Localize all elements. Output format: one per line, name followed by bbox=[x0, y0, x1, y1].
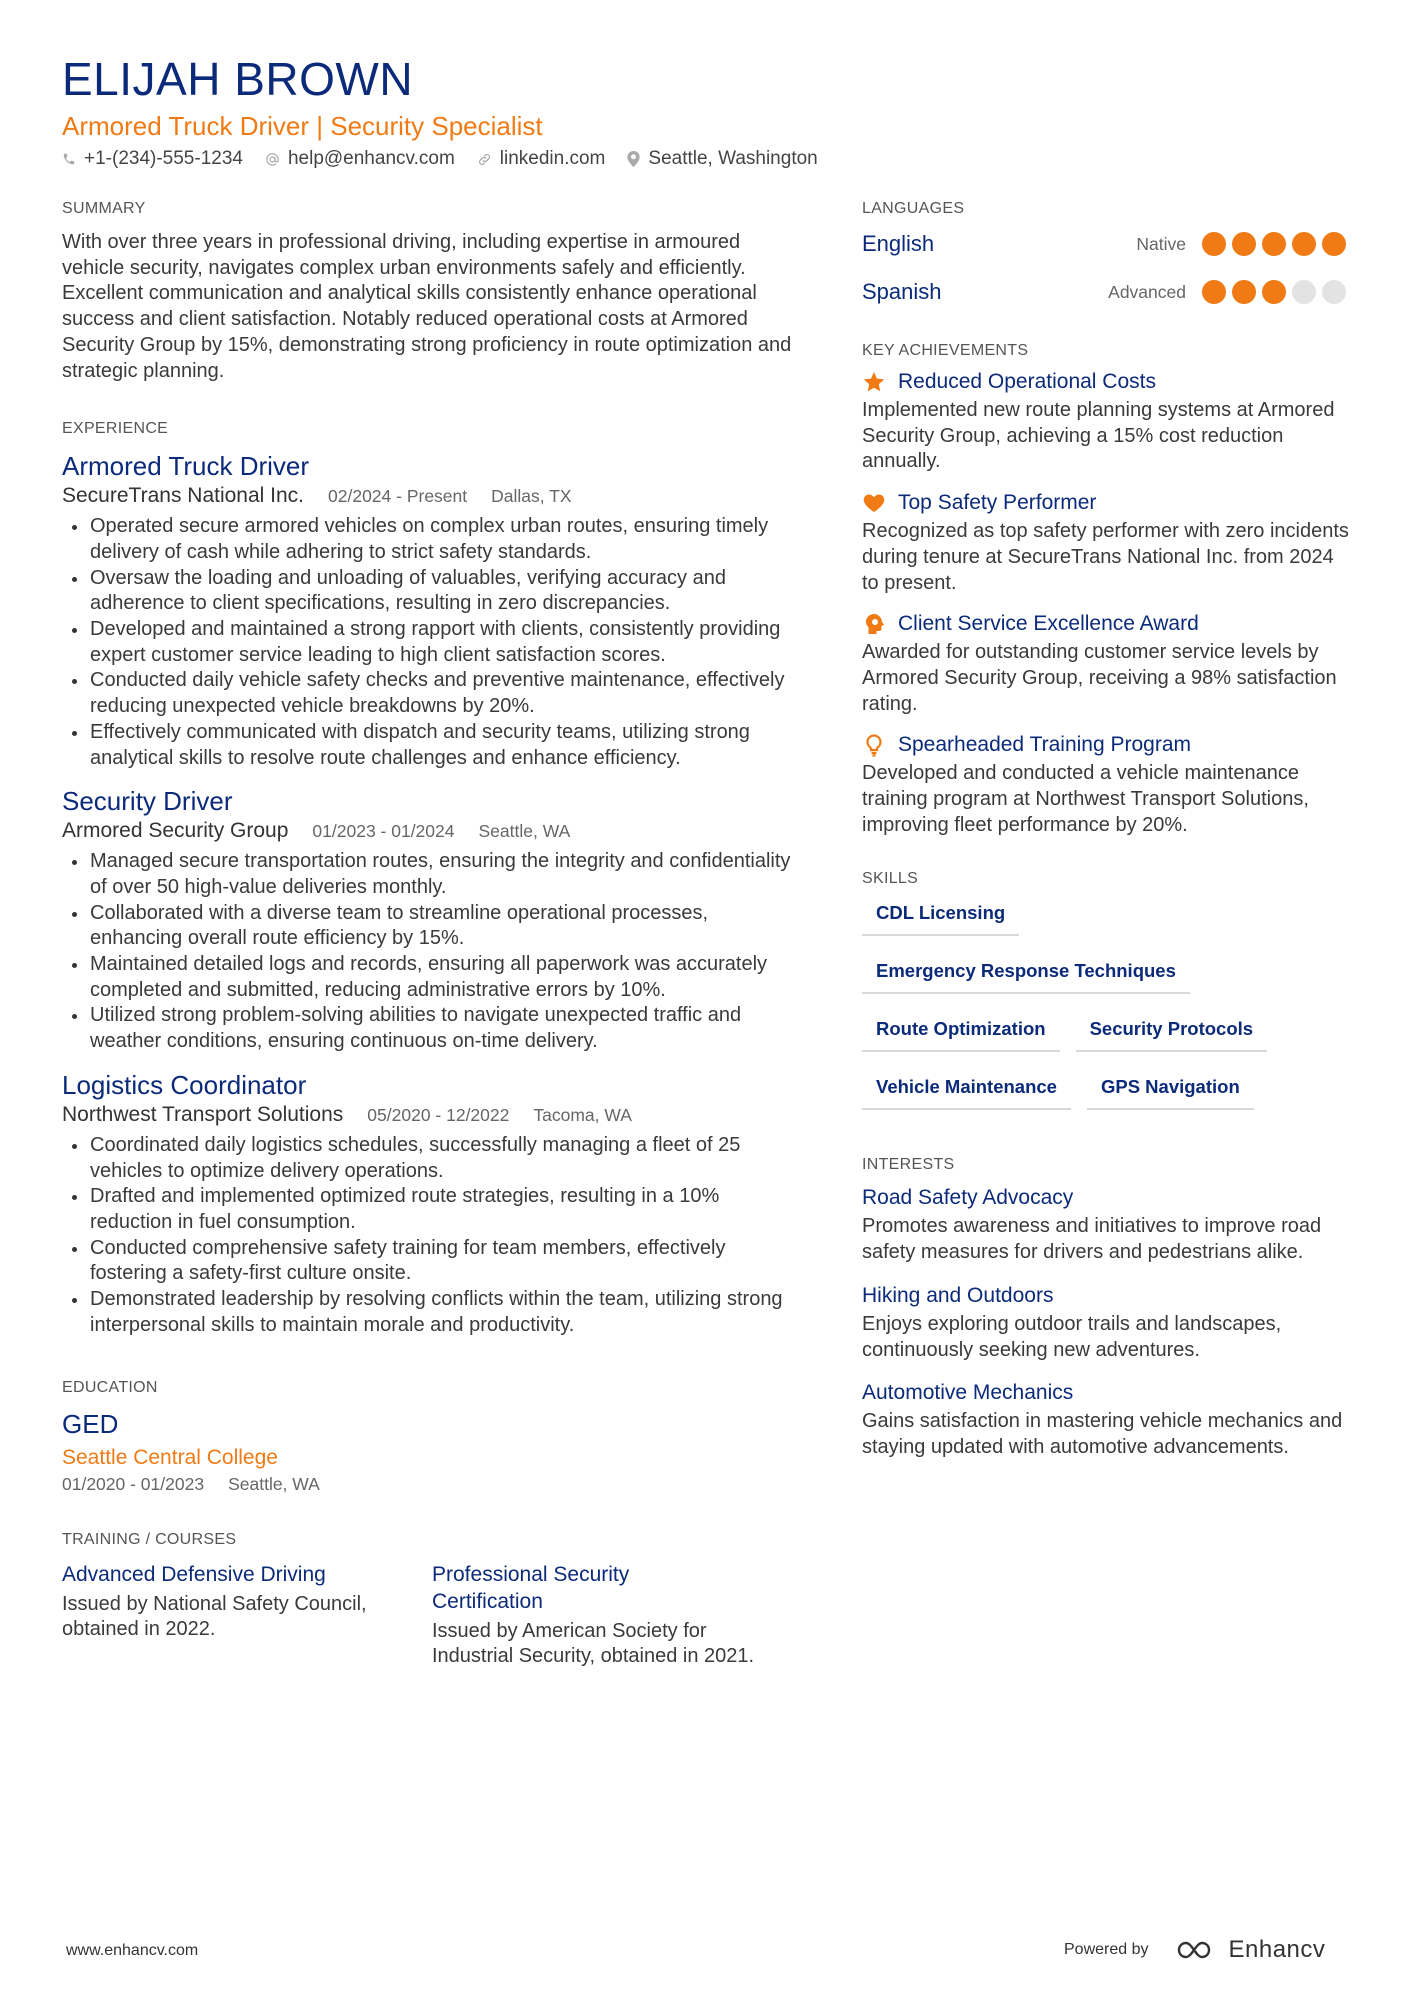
training-item bbox=[432, 1561, 802, 1670]
training-section bbox=[62, 1531, 802, 1670]
job-entry bbox=[62, 450, 802, 771]
section-title: INTERESTS bbox=[862, 1156, 955, 1174]
rating-dot-filled bbox=[1202, 280, 1226, 304]
summary-text: With over three years in professional driving, including expertise in armoured vehicle security, navigates complex urban environments safely and efficiently. Excellent communication and analytical skills consistently enhance operational success and client satisfaction. Notably reduced operational costs at Armored Security Group by 15%, demonstrating strong proficiency in route optimization and strategic planning. bbox=[62, 231, 792, 382]
job-meta bbox=[62, 817, 802, 845]
rating-dot-filled bbox=[1322, 232, 1346, 256]
training-text: Issued by American Society for Industrial Security, obtained in 2021. bbox=[432, 1619, 755, 1668]
training-text: Issued by National Safety Council, obtained in 2022. bbox=[62, 1592, 367, 1641]
job-entry bbox=[62, 785, 802, 1055]
job-company: Northwest Transport Solutions bbox=[62, 1102, 344, 1126]
job-title: Armored Truck Driver bbox=[62, 451, 310, 482]
interest-title: Road Safety Advocacy bbox=[862, 1186, 1074, 1210]
achievement-item bbox=[862, 612, 1352, 717]
section-title: TRAINING / COURSES bbox=[62, 1530, 237, 1548]
achievement-header bbox=[862, 491, 1352, 515]
job-bullet: Conducted daily vehicle safety checks and preventive maintenance, effectively reducing unexpected vehicle breakdowns by 20%. bbox=[62, 668, 802, 719]
interest-text: Enjoys exploring outdoor trails and landscapes, continuously seeking new adventures. bbox=[862, 1312, 1282, 1361]
lightbulb-icon bbox=[862, 733, 886, 757]
education-meta bbox=[62, 1474, 802, 1495]
location-pin-icon bbox=[627, 151, 640, 167]
language-name: Spanish bbox=[862, 279, 942, 304]
achievement-title: Reduced Operational Costs bbox=[898, 370, 1156, 393]
contact-linkedin[interactable] bbox=[477, 148, 606, 170]
language-row bbox=[862, 268, 1352, 316]
email-text: help@enhancv.com bbox=[287, 148, 455, 169]
achievement-title: Top Safety Performer bbox=[898, 491, 1097, 515]
interest-title: Hiking and Outdoors bbox=[862, 1283, 1054, 1307]
rating-dot-filled bbox=[1202, 232, 1226, 256]
job-title: Logistics Coordinator bbox=[62, 1069, 307, 1100]
rating-dot-filled bbox=[1262, 232, 1286, 256]
phone-text: +1-(234)-555-1234 bbox=[84, 148, 243, 169]
linkedin-text: linkedin.com bbox=[499, 148, 606, 169]
job-bullet: Effectively communicated with dispatch and security teams, utilizing strong analytical skills to resolve route challenges and enhance efficiency. bbox=[62, 720, 802, 771]
job-meta bbox=[62, 482, 802, 510]
skill-tag: GPS Navigation bbox=[1087, 1076, 1254, 1110]
section-title: LANGUAGES bbox=[862, 200, 965, 217]
achievement-item bbox=[862, 733, 1352, 838]
job-location: Dallas, TX bbox=[491, 486, 572, 507]
job-bullet: Coordinated daily logistics schedules, successfully managing a fleet of 25 vehicles to optimize delivery operations. bbox=[62, 1133, 802, 1184]
phone-icon bbox=[62, 152, 76, 166]
job-company: Armored Security Group bbox=[62, 819, 289, 843]
footer-website[interactable]: www.enhancv.com bbox=[66, 1942, 199, 1959]
achievement-title: Spearheaded Training Program bbox=[898, 733, 1192, 757]
achievement-text: Implemented new route planning systems at Armored Security Group, achieving a 15% cost reduction annually. bbox=[862, 399, 1335, 473]
section-title: KEY ACHIEVEMENTS bbox=[862, 342, 1029, 359]
job-bullet: Utilized strong problem-solving abilities to navigate unexpected traffic and weather conditions, ensuring continuous on-time delivery. bbox=[62, 1003, 802, 1054]
experience-section bbox=[62, 420, 802, 1338]
job-bullets bbox=[62, 1133, 802, 1339]
job-list bbox=[62, 450, 802, 1338]
education-location: Seattle, WA bbox=[228, 1473, 320, 1494]
summary-section bbox=[62, 200, 802, 384]
contact-phone[interactable] bbox=[62, 148, 243, 170]
job-dates: 02/2024 - Present bbox=[328, 486, 468, 507]
achievement-text: Developed and conducted a vehicle maintenance training program at Northwest Transport Solutions, improving fleet performance by 20%. bbox=[862, 762, 1309, 836]
heart-icon bbox=[862, 491, 886, 515]
skill-tag: CDL Licensing bbox=[862, 902, 1019, 936]
section-title: EDUCATION bbox=[62, 1378, 158, 1396]
job-bullet: Collaborated with a diverse team to streamline operational processes, enhancing overall route efficiency by 15%. bbox=[62, 901, 802, 952]
language-level: Advanced bbox=[1108, 281, 1186, 302]
job-bullets bbox=[62, 514, 802, 771]
education-degree: GED bbox=[62, 1408, 119, 1439]
job-bullet: Conducted comprehensive safety training for team members, effectively fostering a safety-first culture onsite. bbox=[62, 1236, 802, 1287]
section-title: EXPERIENCE bbox=[62, 420, 169, 438]
job-bullet: Demonstrated leadership by resolving conflicts within the team, utilizing strong interpersonal skills to maintain morale and productivity. bbox=[62, 1287, 802, 1338]
interest-item bbox=[862, 1184, 1352, 1265]
rating-dot-filled bbox=[1262, 280, 1286, 304]
achievement-header bbox=[862, 612, 1352, 636]
star-icon bbox=[862, 370, 886, 394]
job-dates: 01/2023 - 01/2024 bbox=[312, 821, 455, 842]
job-dates: 05/2020 - 12/2022 bbox=[367, 1104, 510, 1125]
candidate-title: Armored Truck Driver | Security Specialist bbox=[62, 111, 543, 141]
language-level: Native bbox=[1136, 233, 1186, 254]
rating-dot-empty bbox=[1292, 280, 1316, 304]
brand-name: Enhancv bbox=[1228, 1936, 1326, 1963]
at-icon bbox=[265, 152, 280, 167]
location-text: Seattle, Washington bbox=[648, 148, 818, 169]
language-rating bbox=[1202, 280, 1352, 304]
left-column bbox=[62, 200, 802, 1670]
job-meta bbox=[62, 1101, 802, 1129]
interest-list bbox=[862, 1184, 1352, 1460]
job-company: SecureTrans National Inc. bbox=[62, 484, 305, 508]
job-bullet: Developed and maintained a strong rapport with clients, consistently providing expert customer service leading to high client satisfaction scores. bbox=[62, 617, 802, 668]
section-title: SKILLS bbox=[862, 870, 919, 888]
achievement-title: Client Service Excellence Award bbox=[898, 612, 1199, 636]
training-list bbox=[62, 1561, 802, 1670]
interest-title: Automotive Mechanics bbox=[862, 1381, 1074, 1405]
job-entry bbox=[62, 1069, 802, 1339]
rating-dot-empty bbox=[1322, 280, 1346, 304]
job-location: Seattle, WA bbox=[478, 821, 571, 842]
footer-branding bbox=[1064, 1936, 1325, 1964]
achievement-text: Recognized as top safety performer with zero incidents during tenure at SecureTrans National Inc. from 2024 to present. bbox=[862, 520, 1349, 594]
contact-bar bbox=[62, 148, 840, 170]
achievement-item bbox=[862, 491, 1352, 596]
achievement-list bbox=[862, 370, 1352, 838]
contact-email[interactable] bbox=[265, 148, 455, 170]
job-bullet: Maintained detailed logs and records, ensuring all paperwork was accurately completed and submitted, reducing administrative errors by 10%. bbox=[62, 952, 802, 1003]
link-icon bbox=[477, 152, 492, 167]
job-bullet: Managed secure transportation routes, ensuring the integrity and confidentiality of over 50 high-value deliveries monthly. bbox=[62, 849, 802, 900]
job-bullet: Drafted and implemented optimized route strategies, resulting in a 10% reduction in fuel consumption. bbox=[62, 1184, 802, 1235]
skill-tag: Vehicle Maintenance bbox=[862, 1076, 1071, 1110]
achievement-text: Awarded for outstanding customer service levels by Armored Security Group, receiving a 98% satisfaction rating. bbox=[862, 641, 1337, 715]
language-name: English bbox=[862, 231, 935, 256]
training-item bbox=[62, 1561, 432, 1670]
rating-dot-filled bbox=[1292, 232, 1316, 256]
skill-list bbox=[862, 902, 1352, 1134]
right-column bbox=[862, 200, 1352, 1461]
skills-section bbox=[862, 870, 1352, 1134]
section-title: SUMMARY bbox=[62, 200, 146, 217]
job-bullet: Operated secure armored vehicles on complex urban routes, ensuring timely delivery of cash while adhering to strict safety standards. bbox=[62, 514, 802, 565]
enhancv-logo-icon bbox=[1175, 1939, 1221, 1961]
achievement-item bbox=[862, 370, 1352, 475]
rating-dot-filled bbox=[1232, 280, 1256, 304]
language-row bbox=[862, 220, 1352, 268]
languages-section bbox=[862, 200, 1352, 316]
education-dates: 01/2020 - 01/2023 bbox=[62, 1473, 205, 1494]
job-bullet: Oversaw the loading and unloading of valuables, verifying accuracy and adherence to client specifications, resulting in zero discrepancies. bbox=[62, 566, 802, 617]
job-bullets bbox=[62, 849, 802, 1055]
interest-item bbox=[862, 1379, 1352, 1460]
skill-tag: Route Optimization bbox=[862, 1018, 1060, 1052]
achievement-header bbox=[862, 733, 1352, 757]
language-list bbox=[862, 220, 1352, 316]
powered-by-text: Powered by bbox=[1064, 1941, 1149, 1958]
language-rating bbox=[1202, 232, 1352, 256]
head-icon bbox=[862, 612, 886, 636]
rating-dot-filled bbox=[1232, 232, 1256, 256]
skill-tag: Security Protocols bbox=[1076, 1018, 1267, 1052]
achievements-section bbox=[862, 342, 1352, 838]
skill-tag: Emergency Response Techniques bbox=[862, 960, 1190, 994]
interests-section bbox=[862, 1156, 1352, 1460]
interest-text: Promotes awareness and initiatives to improve road safety measures for drivers and pedestrians alike. bbox=[862, 1215, 1322, 1264]
candidate-name: ELIJAH BROWN bbox=[62, 53, 414, 105]
interest-text: Gains satisfaction in mastering vehicle mechanics and staying updated with automotive advancements. bbox=[862, 1410, 1343, 1458]
training-title: Professional Security Certification bbox=[432, 1562, 630, 1613]
interest-item bbox=[862, 1282, 1352, 1363]
education-section bbox=[62, 1379, 802, 1495]
contact-location bbox=[627, 148, 817, 170]
job-title: Security Driver bbox=[62, 786, 233, 817]
education-school: Seattle Central College bbox=[62, 1445, 278, 1469]
training-title: Advanced Defensive Driving bbox=[62, 1562, 326, 1586]
achievement-header bbox=[862, 370, 1352, 394]
job-location: Tacoma, WA bbox=[533, 1104, 632, 1125]
